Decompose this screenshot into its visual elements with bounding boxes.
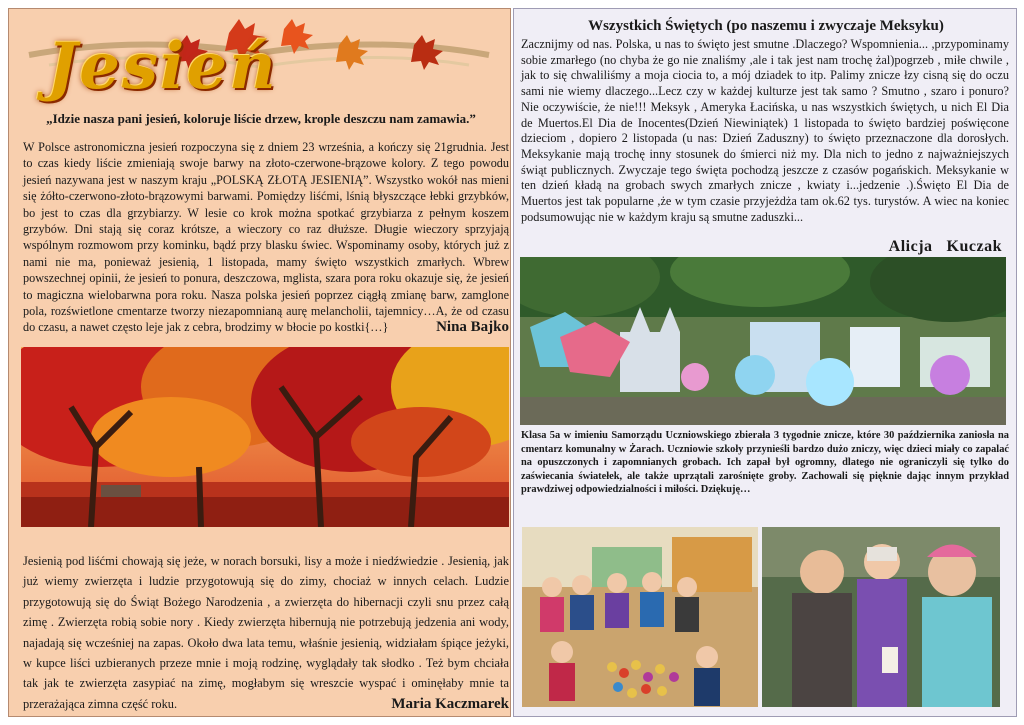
mexican-cemetery-photo bbox=[520, 257, 1006, 425]
article-heading: Wszystkich Świętych (po naszemu i zwyczaje Meksyku) bbox=[588, 18, 944, 34]
right-column bbox=[513, 8, 1017, 717]
autumn-park-photo bbox=[21, 347, 509, 527]
article-autumn-text: W Polsce astronomiczna jesień rozpoczyna się z dniem 23 września, a kończy się 21grudnia. Jest to czas kiedy liście zmieniają swoje barwy na złoto-czerwone-brązowe kolory. Z tego powodu jesień nazywana jest w naszym kraju „POLSKĄ ZŁOTĄ JESIENIĄ”. Wszystko wokół nas mieni się żółto-czerwono-złoto-brązowymi barwami. Pomiędzy liśćmi, lśnią błyszczące łebki grzybków, bo jest to czas dla grzybiarzy. W lesie co krok można spotkać grzybiarza z pełnym koszem grzybów. Dni stają się coraz krótsze, a wieczory co raz dłuższe. Długie wieczory sprzyjają wspólnym rozmowom przy kominku, bądź przy blasku świec. Wspominamy osoby, których już z nami nie ma, ponieważ jesienią, 1 listopada, mamy święto wszystkich zmarłych. Wbrew powszechnej opinii, że jesień to ponura, deszczowa, mglista, szara pora roku okazuje się, że jesień to magiczna wielobarwna pora roku. Nasza polska jesień poprzez ciągłą zmianę barw, zamglone pola, rozświetlone cmentarze tworzy niezapomnianą aurę melancholii, tajemnicy…A, że od czasu do czasu, a nawet często leje jak z cebra, brodzimy w błocie po kostki{…} bbox=[23, 140, 509, 335]
article-all-saints-author bbox=[875, 238, 1002, 256]
title-banner bbox=[19, 15, 497, 105]
photo-caption: Klasa 5a w imieniu Samorządu Uczniowskiego zbierała 3 tygodnie znicze, które 30 października zaniosła na cmentarz komunalny w Żarach. Uczniowie szkoły przynieśli bardzo dużo zniczy, więc dzieci miały co zapalać na opuszczonych i zapomnianych grobach. Ich zapał był ogromny, dlatego nie ograniczyli się tylko do zaświecania światełek, ale także uprzątali zarośnięte groby. Zachowali się pięknie dając innym przykład prawdziwej odpowiedzialności i miłości. Dziękuję… bbox=[521, 430, 1009, 496]
author-first-name: Alicja bbox=[888, 238, 933, 255]
class-photo bbox=[522, 527, 758, 707]
article-all-saints: Zacznijmy od nas. Polska, u nas to święto jest smutne .Dlaczego? Wspomnienia... ,przypominamy sobie zmarłego (no chyba że go nie znaliśmy ,ale i tak jest nam trochę żal)pogrzeb , miłe chwile , jak to się chwaliliśmy a moja ciocia to, a mój dziadek to itp. Palimy znicze łzy cisną się do oczu sami nie wiemy dlaczego...Lecz czy w każdej kulturze jest tak samo ? Smutno , szaro i ponuro? Nie oczywiście, że nie!!! Meksyk , Ameryka Łacińska, u nas wszystkich świętych, u nich El Dia de Muertos.El Dia de Inocentes(Dzień Niewiniątek) 1 listopada to święto bardziej poświęcone dzieciom , dopiero 2 listopada (u nas: Dzień Zaduszny) to święto przeznaczone dla dorosłych. Meksykanie mają trochę inny stosunek do śmierci niż my. Dla nich to jedno z najważniejszych świąt publicznych. Zwyczaje tego święta pochodzą jeszcze z czasów pogańskich. Meksykanie w ten dzień kładą na grobach swych zmarłych znicze , kwiaty i...jedzenie .).Święto El Dia de Muertos jest tak popularne ,że w tym czasie przyjeżdża tam ok.62 tys. turystów. A wiec na koniec podsumowując nie w każdym kraju są smutne zaduszki... bbox=[521, 37, 1009, 224]
article-autumn-author: Nina Bajko bbox=[436, 319, 509, 336]
left-column bbox=[8, 8, 511, 717]
article-hibernation bbox=[23, 551, 509, 714]
author-last-name: Kuczak bbox=[946, 238, 1002, 255]
article-autumn bbox=[23, 139, 509, 336]
article-hibernation-text: Jesienią pod liśćmi chowają się jeże, w norach borsuki, lisy a może i niedźwiedzie . Jesienią, jak już wiemy zwierzęta i ludzie przygotowują się do zimy, chociaż w innych celach. Ludzie przygotowują się do Świąt Bożego Narodzenia , a zwierzęta do hibernacji czyli snu przez całą zimę . Zwierzęta robią sobie nory . Kiedy zwierzęta hibernują nie potrzebują jedzenia ani wody, najadają się wcześniej na zapas. Około dwa lata temu, właśnie jesienią, widziałam śpiące jeżyki, w kupce liści uzbieranych przeze mnie i moją rodzinę, wyglądały tak słodko . Też bym chciała tak jak te zwierzęta zasypiać na zimę, mogłabym się wreszcie wyspać i ominęłaby mnie ta przerażająca zimna część roku. bbox=[23, 554, 509, 711]
page-title: Jesień bbox=[47, 29, 278, 104]
lighting-candles-photo bbox=[762, 527, 1000, 707]
quote: „Idzie nasza pani jesień, koloruje liście drzew, krople deszczu nam zamawia.” bbox=[46, 111, 476, 126]
article-hibernation-author: Maria Kaczmarek bbox=[391, 695, 509, 712]
